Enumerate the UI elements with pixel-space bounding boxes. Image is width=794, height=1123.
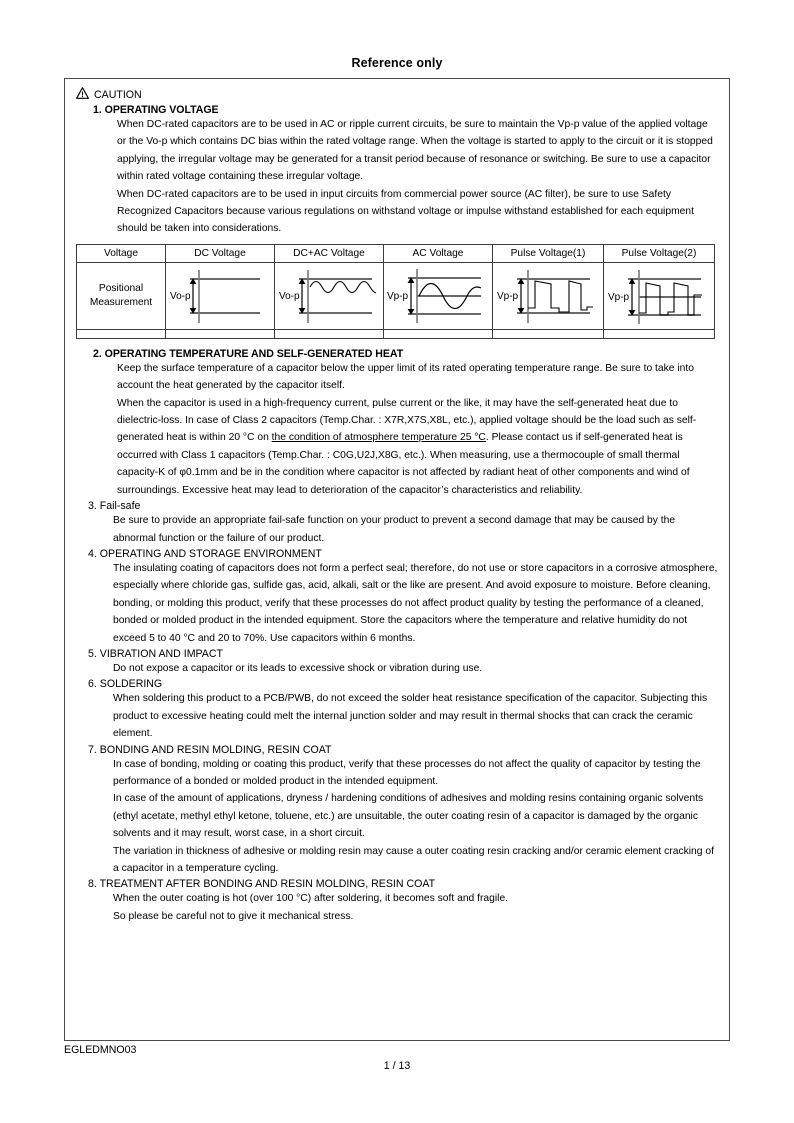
content-frame (64, 78, 730, 1041)
waveform-cell-dc (166, 262, 275, 329)
waveform-cell-ac (384, 262, 493, 329)
table-spacer-cell (166, 329, 275, 338)
section-heading-7: 7. BONDING AND RESIN MOLDING, RESIN COAT (88, 743, 332, 756)
footer-page-number: 1 / 13 (383, 1060, 411, 1072)
table-spacer-cell (77, 329, 166, 338)
dc-voltage-waveform (168, 263, 272, 327)
table-spacer-row (77, 329, 715, 338)
section-1-paragraph-1: When DC-rated capacitors are to be used in AC or ripple current circuits, be sure to maintain the Vp-p value of the applied voltage or the Vo-p which contains DC bias within the rated voltage range. When the voltage is started to apply to the circuit or it is stopped applying, the irregular voltage may be generated for a transit period because of resonance or switching. Be sure to use a capacitor within rated voltage containing these irregular voltage. (117, 119, 713, 183)
table-spacer-cell (604, 329, 715, 338)
section-8-paragraph-1: When the outer coating is hot (over 100 °C) after soldering, it becomes soft and fragile. (113, 893, 509, 905)
table-header-cell: Voltage (77, 244, 166, 262)
footer-document-code: EGLEDMNO03 (64, 1044, 137, 1056)
section-7-paragraph-1: In case of bonding, molding or coating this product, verify that these processes do not affect the quality of capacitor by testing the performance of a bonded or molded product in the intended equipment. (113, 758, 701, 787)
section-8-paragraph-2: So please be careful not to give it mechanical stress. (113, 910, 354, 922)
section-heading-5: 5. VIBRATION AND IMPACT (88, 647, 223, 660)
dc-ac-voltage-waveform (277, 263, 381, 327)
table-spacer-cell (275, 329, 384, 338)
section-6-paragraph-1: When soldering this product to a PCB/PWB, do not exceed the solder heat resistance specification of the capacitor. Subjecting this product to excessive heating could melt the internal junction solder and may result in thermal shocks that can crack the ceramic element. (113, 693, 708, 740)
waveform-cell-dc-ac (275, 262, 384, 329)
section-2-paragraph-1: Keep the surface temperature of a capacitor below the upper limit of its rated operating temperature range. Be sure to take into account the heat generated by the capacitor itself. (117, 362, 694, 392)
pulse-voltage-2-waveform (606, 263, 712, 327)
section-1-paragraph-2: When DC-rated capacitors are to be used in input circuits from commercial power source (AC filter), be sure to use Safety Recognized Capacitors because various regulations on withstand voltage or impulse withstand established for each equipment should be taken into considerations. (117, 188, 694, 235)
warning-triangle-icon (76, 87, 89, 102)
table-spacer-cell (493, 329, 604, 338)
table-header-cell: Pulse Voltage(2) (604, 244, 715, 262)
caution-label: CAUTION (94, 88, 142, 101)
section-4-paragraph-1: The insulating coating of capacitors does not form a perfect seal; therefore, do not use or store capacitors in a corrosive atmosphere, especially where chloride gas, sulfide gas, acid, alkali, salt or the like are present. And avoid exposure to moisture. Before cleaning, bonding, or molding this product, verify that these processes do not affect product quality by testing the performance of a cleaned, bonded or molded product in the intended equipment. Store the capacitors where the temperature and relative humidity do not exceed 5 to 40 °C and 20 to 70%. Use capacitors within 6 months. (113, 562, 718, 644)
caution-banner (76, 87, 719, 102)
voltage-waveform-table (76, 244, 715, 339)
section-2-paragraph-2: When the capacitor is used in a high-frequency current, pulse current or the like, it may have the self-generated heat due to dielectric-loss. In case of Class 2 capacitors (Temp.Char. : X7R,X7S,X8L, etc.), applied voltage should be the load such as self-generated heat is within 20 °C on the condition of atmosphere temperature 25 °C. Please contact us if self-generated heat is occurred with Class 1 capacitors (Temp.Char. : C0G,U2J,X8G, etc.). When measuring, use a thermocouple of small thermal capacity-K of φ0.1mm and be in the condition where capacitor is not affected by radiant heat of other components and wind of surroundings. Excessive heat may lead to deterioration of the capacitor’s characteristics and reliability. (117, 397, 697, 496)
row-label-line2: Measurement (89, 296, 153, 308)
page-title: Reference only (351, 56, 443, 70)
row-label-line1: Positional (98, 282, 144, 294)
section-heading-2: 2. OPERATING TEMPERATURE AND SELF-GENERATED HEAT (93, 347, 404, 360)
row-label-cell (77, 262, 166, 329)
waveform-cell-pulse2 (604, 262, 715, 329)
waveform-label: Vp-p (497, 290, 519, 302)
table-header-cell: Pulse Voltage(1) (493, 244, 604, 262)
table-header-cell: DC+AC Voltage (275, 244, 384, 262)
section-heading-8: 8. TREATMENT AFTER BONDING AND RESIN MOLDING, RESIN COAT (88, 878, 436, 891)
section-heading-4: 4. OPERATING AND STORAGE ENVIRONMENT (88, 547, 322, 560)
waveform-label: Vp-p (608, 291, 630, 303)
waveform-label: Vp-p (387, 290, 409, 302)
section-5-paragraph-1: Do not expose a capacitor or its leads to excessive shock or vibration during use. (113, 662, 483, 674)
section-3-paragraph-1: Be sure to provide an appropriate fail-safe function on your product to prevent a second damage that may be caused by the abnormal function or the failure of our product. (113, 515, 676, 544)
waveform-label: Vo-p (170, 290, 191, 302)
section-7-paragraph-2: In case of the amount of applications, dryness / hardening conditions of adhesives and molding resins containing organic solvents (ethyl acetate, methyl ethyl ketone, toluene, etc.) are unsuitable, the outer coating resin of a capacitor is damaged by the organic solvents and it may result, worst case, in a short circuit. (113, 793, 704, 840)
table-header-cell: DC Voltage (166, 244, 275, 262)
table-spacer-cell (384, 329, 493, 338)
waveform-cell-pulse1 (493, 262, 604, 329)
waveform-label: Vo-p (279, 290, 300, 302)
ac-voltage-waveform (386, 263, 490, 327)
table-header-row (77, 244, 715, 262)
section-7-paragraph-3: The variation in thickness of adhesive or molding resin may cause a outer coating resin cracking and/or ceramic element cracking of a capacitor in a temperature cycling. (113, 845, 714, 874)
pulse-voltage-1-waveform (495, 263, 601, 327)
table-row (77, 262, 715, 329)
table-header-cell: AC Voltage (384, 244, 493, 262)
section-heading-1: 1. OPERATING VOLTAGE (93, 104, 219, 116)
section-heading-6: 6. SOLDERING (88, 678, 163, 691)
section-heading-3: 3. Fail-safe (88, 500, 141, 513)
